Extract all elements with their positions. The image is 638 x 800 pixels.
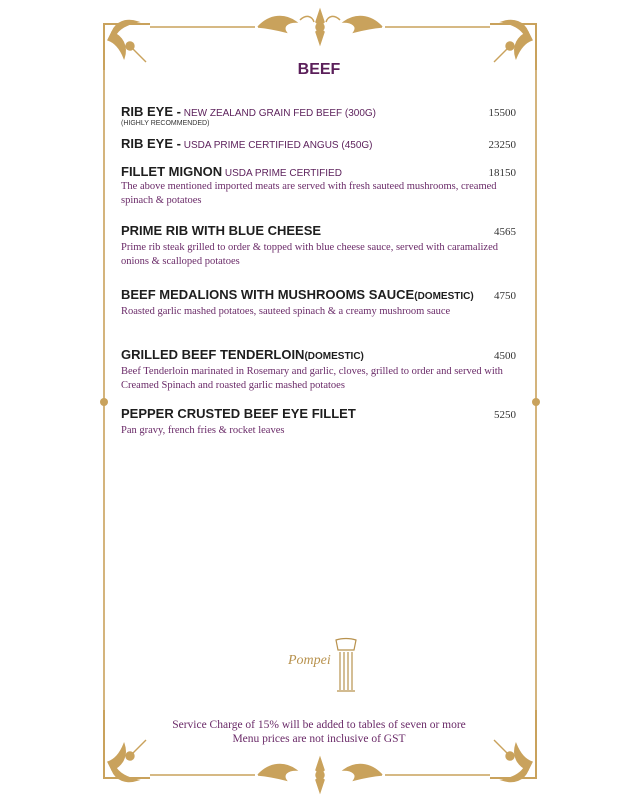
item-price: 23250 [488,139,516,151]
logo-text: Pompei [288,653,331,668]
pompei-logo-icon [334,636,358,694]
menu-item-prime-rib [121,223,516,269]
item-subtitle: USDA PRIME CERTIFIED ANGUS (450G) [180,140,373,151]
gst-note: Menu prices are not inclusive of GST [232,733,406,745]
item-subtitle: (DOMESTIC) [304,351,364,362]
item-description: Roasted garlic mashed potatoes, sauteed spinach & a creamy mushroom sauce [121,306,451,317]
item-description: The above mentioned imported meats are served with fresh sauteed mushrooms, creamed spinach & potatoes [121,181,497,206]
item-subtitle: (DOMESTIC) [414,291,474,302]
item-price: 18150 [488,167,516,179]
section-title: BEEF [297,61,341,78]
item-name: PEPPER CRUSTED BEEF EYE FILLET [121,406,356,421]
menu-item-grilled-tenderloin [121,347,516,393]
item-description: Pan gravy, french fries & rocket leaves [121,425,285,436]
item-description: Prime rib steak grilled to order & topped with blue cheese sauce, served with caramalized onions & scalloped potatoes [121,242,498,267]
menu-item-beef-medalions [121,287,516,319]
item-price: 5250 [494,409,516,421]
item-name: RIB EYE - [121,104,181,119]
menu-item-rib-eye-usda [121,136,516,151]
item-subtitle: USDA PRIME CERTIFIED [222,168,342,179]
menu-item-pepper-crusted-fillet [121,406,516,438]
service-charge-note: Service Charge of 15% will be added to tables of seven or more [172,719,466,731]
item-note: (HIGHLY RECOMMENDED) [121,120,210,127]
item-price: 4750 [494,290,516,302]
item-name: PRIME RIB WITH BLUE CHEESE [121,223,322,238]
item-name: RIB EYE - [121,136,181,151]
item-price: 4565 [494,226,516,238]
menu-item-fillet-mignon [121,164,516,208]
item-name: BEEF MEDALIONS WITH MUSHROOMS SAUCE [121,287,415,302]
item-description: Beef Tenderloin marinated in Rosemary and garlic, cloves, grilled to order and served with Creamed Spinach and roasted garlic mashed potatoes [121,366,503,391]
item-price: 4500 [494,350,516,362]
item-name: GRILLED BEEF TENDERLOIN [121,347,305,362]
item-price: 15500 [488,107,516,119]
footer-notice [0,718,638,746]
menu-item-rib-eye-nz [121,104,516,127]
item-subtitle: NEW ZEALAND GRAIN FED BEEF (300G) [180,108,377,119]
item-name: FILLET MIGNON [121,164,223,179]
